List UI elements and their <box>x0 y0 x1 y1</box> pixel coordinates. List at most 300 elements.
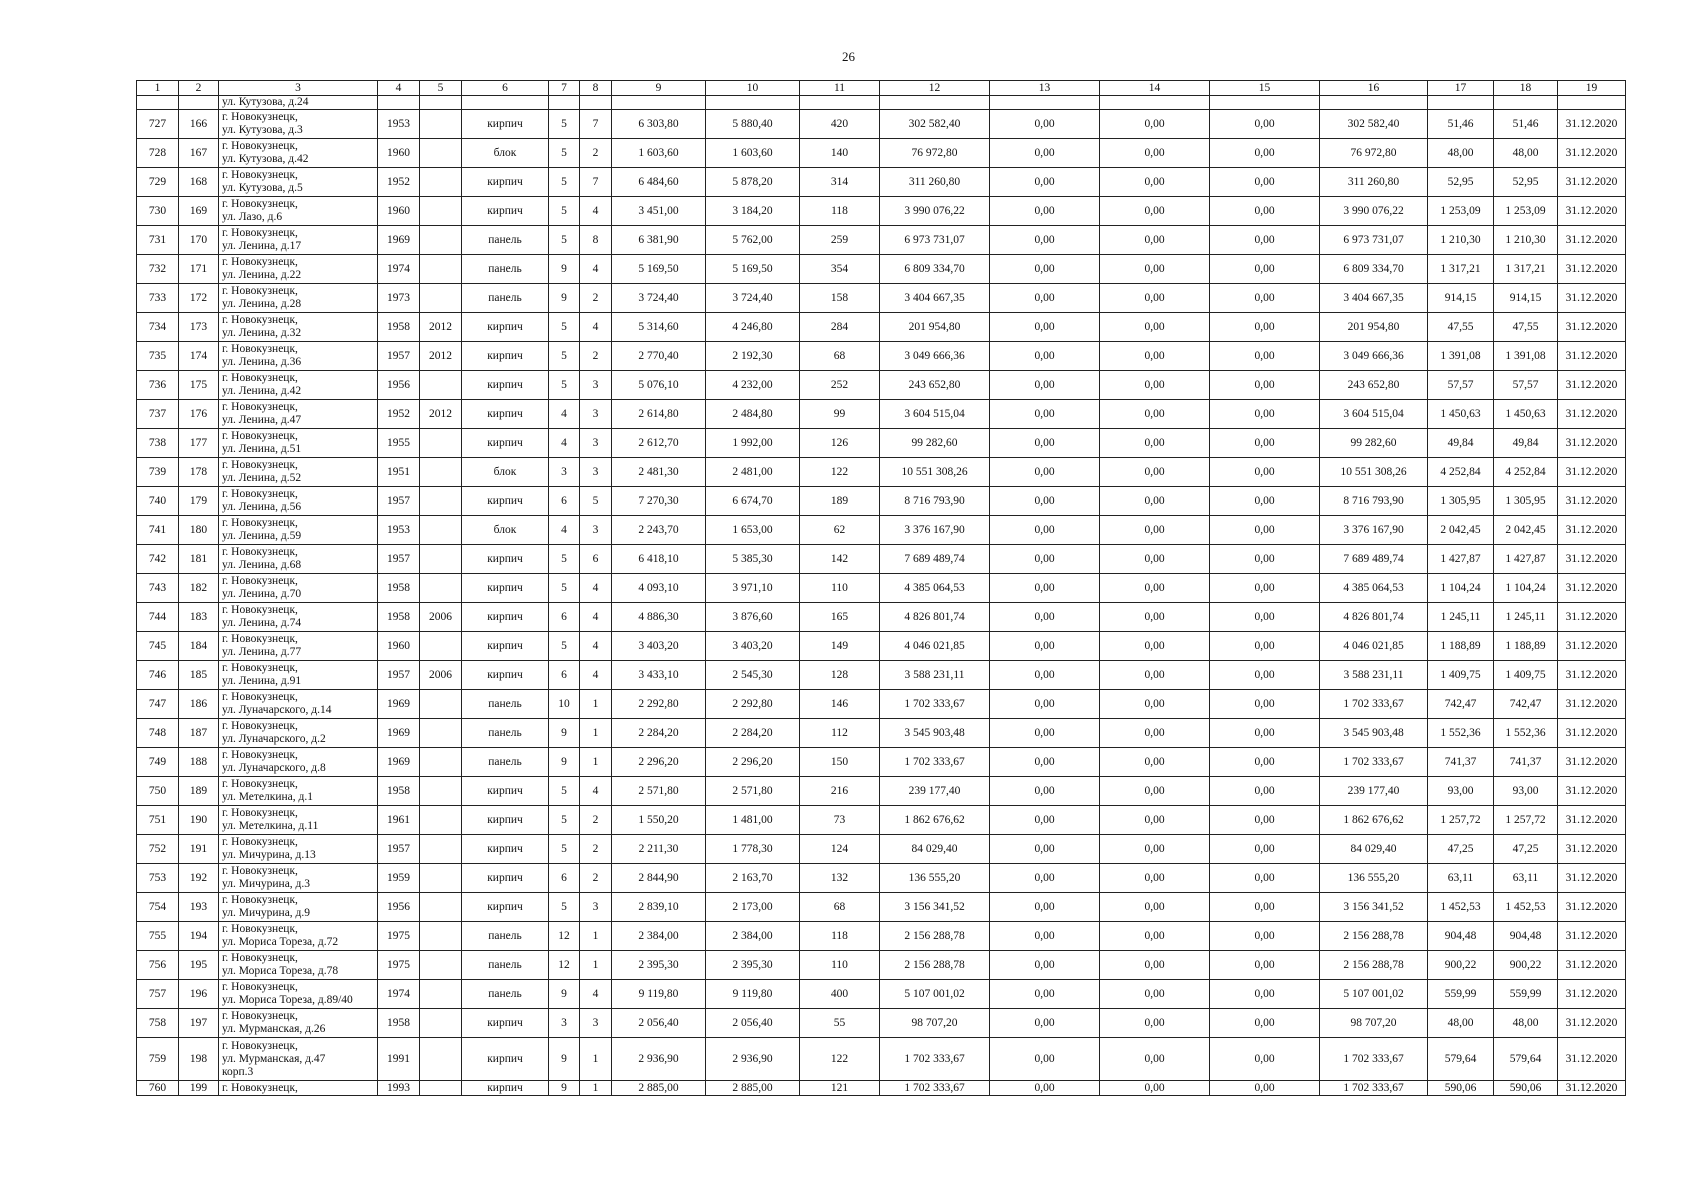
cell-col-11: 118 <box>800 197 880 226</box>
cell-col-14 <box>1100 96 1210 110</box>
cell-col-19: 31.12.2020 <box>1558 516 1626 545</box>
cell-col-6: кирпич <box>462 110 549 139</box>
cell-col-13: 0,00 <box>990 313 1100 342</box>
cell-col-16: 7 689 489,74 <box>1320 545 1428 574</box>
cell-col-17: 1 253,09 <box>1428 197 1494 226</box>
cell-col-19: 31.12.2020 <box>1558 632 1626 661</box>
cell-col-18: 47,25 <box>1494 835 1558 864</box>
cell-col-16: 10 551 308,26 <box>1320 458 1428 487</box>
cell-col-18: 741,37 <box>1494 748 1558 777</box>
cell-col-14: 0,00 <box>1100 429 1210 458</box>
cell-col-19: 31.12.2020 <box>1558 603 1626 632</box>
cell-col-17: 1 210,30 <box>1428 226 1494 255</box>
cell-col-14: 0,00 <box>1100 313 1210 342</box>
cell-col-8: 2 <box>580 806 612 835</box>
cell-address <box>219 893 378 922</box>
address-street: ул. Луначарского, д.2 <box>222 733 326 745</box>
cell-col-19: 31.12.2020 <box>1558 661 1626 690</box>
cell-col-17: 48,00 <box>1428 1009 1494 1038</box>
cell-col-13: 0,00 <box>990 748 1100 777</box>
address-city: г. Новокузнецк, <box>222 604 298 616</box>
cell-col-16: 98 707,20 <box>1320 1009 1428 1038</box>
cell-col-17: 904,48 <box>1428 922 1494 951</box>
cell-col-14: 0,00 <box>1100 110 1210 139</box>
cell-col-12: 1 702 333,67 <box>880 690 990 719</box>
cell-col-12: 98 707,20 <box>880 1009 990 1038</box>
cell-col-19: 31.12.2020 <box>1558 110 1626 139</box>
cell-address <box>219 284 378 313</box>
cell-col-1: 755 <box>137 922 179 951</box>
cell-col-10: 2 192,30 <box>706 342 800 371</box>
table-row <box>137 545 1626 574</box>
cell-col-10: 3 403,20 <box>706 632 800 661</box>
column-number-7: 7 <box>549 81 580 96</box>
cell-col-14: 0,00 <box>1100 487 1210 516</box>
address-city: г. Новокузнецк, <box>222 140 298 152</box>
cell-col-19: 31.12.2020 <box>1558 284 1626 313</box>
cell-col-17: 49,84 <box>1428 429 1494 458</box>
cell-col-5 <box>420 226 462 255</box>
cell-col-15: 0,00 <box>1210 139 1320 168</box>
cell-col-9: 6 381,90 <box>612 226 706 255</box>
cell-col-6: кирпич <box>462 400 549 429</box>
cell-col-17: 900,22 <box>1428 951 1494 980</box>
cell-col-14: 0,00 <box>1100 342 1210 371</box>
cell-col-14: 0,00 <box>1100 226 1210 255</box>
cell-col-14: 0,00 <box>1100 690 1210 719</box>
cell-col-15 <box>1210 96 1320 110</box>
address-extra: корп.3 <box>222 1065 254 1078</box>
cell-col-12: 84 029,40 <box>880 835 990 864</box>
cell-col-14: 0,00 <box>1100 777 1210 806</box>
column-number-5: 5 <box>420 81 462 96</box>
address-street: ул. Ленина, д.56 <box>222 501 302 513</box>
cell-col-8 <box>580 96 612 110</box>
cell-col-7: 9 <box>549 748 580 777</box>
cell-col-2: 192 <box>179 864 219 893</box>
cell-col-16: 3 404 667,35 <box>1320 284 1428 313</box>
address-city: г. Новокузнецк, <box>222 749 298 761</box>
cell-col-7: 5 <box>549 313 580 342</box>
cell-col-17: 57,57 <box>1428 371 1494 400</box>
cell-col-11: 189 <box>800 487 880 516</box>
cell-col-18: 559,99 <box>1494 980 1558 1009</box>
cell-col-17: 52,95 <box>1428 168 1494 197</box>
cell-col-2 <box>179 96 219 110</box>
cell-col-12: 1 702 333,67 <box>880 748 990 777</box>
cell-col-18: 49,84 <box>1494 429 1558 458</box>
cell-col-12: 3 156 341,52 <box>880 893 990 922</box>
cell-col-16: 2 156 288,78 <box>1320 951 1428 980</box>
cell-col-11: 118 <box>800 922 880 951</box>
cell-col-19: 31.12.2020 <box>1558 980 1626 1009</box>
table-row <box>137 313 1626 342</box>
cell-col-11 <box>800 96 880 110</box>
cell-col-2: 186 <box>179 690 219 719</box>
cell-col-7: 9 <box>549 1081 580 1096</box>
cell-col-12: 4 826 801,74 <box>880 603 990 632</box>
cell-col-16: 3 156 341,52 <box>1320 893 1428 922</box>
cell-col-9: 2 243,70 <box>612 516 706 545</box>
cell-col-2: 175 <box>179 371 219 400</box>
cell-col-16: 76 972,80 <box>1320 139 1428 168</box>
cell-col-6: панель <box>462 226 549 255</box>
cell-col-4: 1961 <box>378 806 420 835</box>
cell-col-11: 122 <box>800 458 880 487</box>
cell-col-18: 1 210,30 <box>1494 226 1558 255</box>
cell-col-1: 729 <box>137 168 179 197</box>
cell-col-18: 579,64 <box>1494 1038 1558 1081</box>
cell-col-15: 0,00 <box>1210 777 1320 806</box>
cell-col-9: 2 056,40 <box>612 1009 706 1038</box>
cell-col-12: 8 716 793,90 <box>880 487 990 516</box>
cell-col-17: 1 245,11 <box>1428 603 1494 632</box>
cell-col-18: 1 317,21 <box>1494 255 1558 284</box>
cell-address <box>219 980 378 1009</box>
cell-col-9: 2 614,80 <box>612 400 706 429</box>
table-row <box>137 110 1626 139</box>
column-number-2: 2 <box>179 81 219 96</box>
cell-col-19: 31.12.2020 <box>1558 197 1626 226</box>
cell-col-7: 5 <box>549 197 580 226</box>
cell-col-16: 3 588 231,11 <box>1320 661 1428 690</box>
cell-col-15: 0,00 <box>1210 980 1320 1009</box>
table-row <box>137 1038 1626 1081</box>
cell-col-8: 2 <box>580 835 612 864</box>
address-city: г. Новокузнецк, <box>222 459 298 471</box>
cell-col-10: 2 885,00 <box>706 1081 800 1096</box>
cell-col-8: 3 <box>580 516 612 545</box>
cell-col-12: 3 049 666,36 <box>880 342 990 371</box>
cell-col-14: 0,00 <box>1100 719 1210 748</box>
cell-col-10: 1 603,60 <box>706 139 800 168</box>
cell-col-14: 0,00 <box>1100 574 1210 603</box>
cell-col-15: 0,00 <box>1210 371 1320 400</box>
cell-col-7: 5 <box>549 168 580 197</box>
cell-col-14: 0,00 <box>1100 255 1210 284</box>
cell-col-5 <box>420 574 462 603</box>
cell-col-8: 3 <box>580 371 612 400</box>
column-number-3: 3 <box>219 81 378 96</box>
cell-col-16: 3 604 515,04 <box>1320 400 1428 429</box>
address-city: г. Новокузнецк, <box>222 198 298 210</box>
address-street: ул. Мориса Тореза, д.89/40 <box>222 994 353 1006</box>
cell-col-7: 4 <box>549 400 580 429</box>
cell-col-5 <box>420 371 462 400</box>
address-street: ул. Ленина, д.74 <box>222 617 302 629</box>
cell-col-12: 10 551 308,26 <box>880 458 990 487</box>
cell-col-7: 9 <box>549 719 580 748</box>
cell-col-7: 12 <box>549 922 580 951</box>
cell-col-15: 0,00 <box>1210 400 1320 429</box>
address-street: ул. Ленина, д.91 <box>222 675 302 687</box>
cell-col-16: 6 809 334,70 <box>1320 255 1428 284</box>
cell-col-13: 0,00 <box>990 168 1100 197</box>
cell-col-11: 68 <box>800 342 880 371</box>
cell-col-5 <box>420 458 462 487</box>
column-number-19: 19 <box>1558 81 1626 96</box>
cell-col-7: 5 <box>549 139 580 168</box>
address-city: г. Новокузнецк, <box>222 1010 298 1022</box>
cell-col-13: 0,00 <box>990 429 1100 458</box>
cell-address <box>219 951 378 980</box>
cell-col-19: 31.12.2020 <box>1558 835 1626 864</box>
cell-col-19: 31.12.2020 <box>1558 400 1626 429</box>
cell-col-8: 4 <box>580 197 612 226</box>
cell-col-4: 1975 <box>378 922 420 951</box>
cell-col-12: 6 809 334,70 <box>880 255 990 284</box>
cell-address <box>219 197 378 226</box>
housing-register-table <box>136 80 1626 1096</box>
cell-col-10 <box>706 96 800 110</box>
address-city: г. Новокузнецк, <box>222 372 298 384</box>
cell-col-15: 0,00 <box>1210 806 1320 835</box>
cell-address <box>219 110 378 139</box>
cell-col-19: 31.12.2020 <box>1558 806 1626 835</box>
cell-col-19: 31.12.2020 <box>1558 313 1626 342</box>
cell-col-7: 10 <box>549 690 580 719</box>
cell-col-10: 2 481,00 <box>706 458 800 487</box>
cell-col-7: 6 <box>549 487 580 516</box>
cell-col-6: кирпич <box>462 197 549 226</box>
cell-col-18: 93,00 <box>1494 777 1558 806</box>
cell-col-7: 5 <box>549 110 580 139</box>
table-row <box>137 806 1626 835</box>
cell-col-13: 0,00 <box>990 603 1100 632</box>
cell-col-18: 904,48 <box>1494 922 1558 951</box>
cell-col-7: 5 <box>549 574 580 603</box>
cell-col-4: 1974 <box>378 980 420 1009</box>
address-street: ул. Кутузова, д.42 <box>222 153 309 165</box>
cell-col-11: 400 <box>800 980 880 1009</box>
cell-col-1: 741 <box>137 516 179 545</box>
cell-col-6: кирпич <box>462 661 549 690</box>
table-row <box>137 864 1626 893</box>
cell-col-1: 734 <box>137 313 179 342</box>
cell-col-13: 0,00 <box>990 980 1100 1009</box>
cell-col-13: 0,00 <box>990 864 1100 893</box>
cell-col-11: 252 <box>800 371 880 400</box>
cell-col-15: 0,00 <box>1210 255 1320 284</box>
cell-col-18: 900,22 <box>1494 951 1558 980</box>
cell-address <box>219 342 378 371</box>
cell-col-9: 2 571,80 <box>612 777 706 806</box>
cell-col-11: 73 <box>800 806 880 835</box>
cell-col-9: 2 296,20 <box>612 748 706 777</box>
cell-col-5 <box>420 545 462 574</box>
cell-col-19: 31.12.2020 <box>1558 777 1626 806</box>
cell-col-12: 201 954,80 <box>880 313 990 342</box>
cell-col-7: 6 <box>549 603 580 632</box>
cell-col-6: панель <box>462 748 549 777</box>
cell-col-2: 182 <box>179 574 219 603</box>
cell-col-17: 1 552,36 <box>1428 719 1494 748</box>
cell-col-6: кирпич <box>462 835 549 864</box>
cell-col-10: 3 724,40 <box>706 284 800 313</box>
cell-col-2: 168 <box>179 168 219 197</box>
cell-col-10: 5 385,30 <box>706 545 800 574</box>
cell-col-8: 1 <box>580 1038 612 1081</box>
cell-col-9: 1 550,20 <box>612 806 706 835</box>
cell-col-2: 185 <box>179 661 219 690</box>
column-number-16: 16 <box>1320 81 1428 96</box>
cell-col-12: 3 545 903,48 <box>880 719 990 748</box>
cell-col-6: панель <box>462 719 549 748</box>
cell-col-16: 84 029,40 <box>1320 835 1428 864</box>
address-city: г. Новокузнецк, <box>222 517 298 529</box>
address-street: ул. Мурманская, д.26 <box>222 1023 326 1035</box>
cell-col-4: 1993 <box>378 1081 420 1096</box>
cell-col-8: 2 <box>580 864 612 893</box>
cell-col-6: кирпич <box>462 313 549 342</box>
cell-col-18: 1 305,95 <box>1494 487 1558 516</box>
cell-col-17: 51,46 <box>1428 110 1494 139</box>
cell-col-7: 9 <box>549 980 580 1009</box>
cell-col-18: 1 104,24 <box>1494 574 1558 603</box>
cell-col-14: 0,00 <box>1100 284 1210 313</box>
cell-col-8: 1 <box>580 690 612 719</box>
cell-col-12: 6 973 731,07 <box>880 226 990 255</box>
cell-col-16: 4 385 064,53 <box>1320 574 1428 603</box>
table-row <box>137 255 1626 284</box>
cell-col-6: кирпич <box>462 777 549 806</box>
cell-col-13: 0,00 <box>990 226 1100 255</box>
address-street: ул. Ленина, д.59 <box>222 530 302 542</box>
column-number-15: 15 <box>1210 81 1320 96</box>
address-city: г. Новокузнецк, <box>222 923 298 935</box>
cell-col-1: 746 <box>137 661 179 690</box>
cell-col-7: 5 <box>549 632 580 661</box>
cell-col-2: 178 <box>179 458 219 487</box>
address-city: г. Новокузнецк, <box>222 169 298 181</box>
cell-col-4: 1957 <box>378 545 420 574</box>
cell-col-4: 1958 <box>378 603 420 632</box>
table-row <box>137 922 1626 951</box>
cell-col-1: 728 <box>137 139 179 168</box>
address-street: ул. Мориса Тореза, д.78 <box>222 965 339 977</box>
cell-address <box>219 371 378 400</box>
cell-col-18: 4 252,84 <box>1494 458 1558 487</box>
cell-col-17: 1 317,21 <box>1428 255 1494 284</box>
cell-col-6: панель <box>462 951 549 980</box>
cell-col-9: 9 119,80 <box>612 980 706 1009</box>
cell-col-7: 4 <box>549 429 580 458</box>
table-row <box>137 603 1626 632</box>
address-street: ул. Ленина, д.22 <box>222 269 302 281</box>
cell-col-8: 7 <box>580 168 612 197</box>
cell-col-8: 3 <box>580 458 612 487</box>
cell-col-5 <box>420 632 462 661</box>
cell-col-16: 5 107 001,02 <box>1320 980 1428 1009</box>
cell-address <box>219 835 378 864</box>
cell-col-11: 110 <box>800 574 880 603</box>
address-city: г. Новокузнецк, <box>222 952 298 964</box>
cell-col-11: 110 <box>800 951 880 980</box>
cell-col-10: 2 296,20 <box>706 748 800 777</box>
cell-col-4: 1991 <box>378 1038 420 1081</box>
cell-col-16: 239 177,40 <box>1320 777 1428 806</box>
table-row <box>137 1009 1626 1038</box>
cell-col-9: 2 211,30 <box>612 835 706 864</box>
cell-col-16: 6 973 731,07 <box>1320 226 1428 255</box>
cell-col-1: 760 <box>137 1081 179 1096</box>
address-street: ул. Ленина, д.17 <box>222 240 302 252</box>
cell-col-2: 195 <box>179 951 219 980</box>
cell-col-17: 742,47 <box>1428 690 1494 719</box>
cell-col-2: 190 <box>179 806 219 835</box>
cell-col-5 <box>420 806 462 835</box>
cell-col-9: 5 314,60 <box>612 313 706 342</box>
column-number-4: 4 <box>378 81 420 96</box>
cell-col-1: 740 <box>137 487 179 516</box>
cell-col-19: 31.12.2020 <box>1558 1009 1626 1038</box>
address-street: ул. Ленина, д.32 <box>222 327 302 339</box>
address-city: г. Новокузнецк, <box>222 691 298 703</box>
cell-col-9: 5 169,50 <box>612 255 706 284</box>
address-city: г. Новокузнецк, <box>222 1039 298 1052</box>
cell-col-16: 2 156 288,78 <box>1320 922 1428 951</box>
cell-col-9: 2 885,00 <box>612 1081 706 1096</box>
cell-col-4: 1952 <box>378 168 420 197</box>
cell-col-12: 1 702 333,67 <box>880 1081 990 1096</box>
cell-col-8: 4 <box>580 313 612 342</box>
cell-col-5 <box>420 951 462 980</box>
cell-col-6: кирпич <box>462 545 549 574</box>
cell-col-7: 3 <box>549 1009 580 1038</box>
cell-col-6: кирпич <box>462 632 549 661</box>
cell-col-8: 1 <box>580 719 612 748</box>
cell-col-5 <box>420 197 462 226</box>
cell-col-11: 124 <box>800 835 880 864</box>
cell-col-5: 2012 <box>420 400 462 429</box>
cell-col-8: 2 <box>580 284 612 313</box>
cell-col-14: 0,00 <box>1100 980 1210 1009</box>
address-city: г. Новокузнецк, <box>222 546 298 558</box>
cell-col-13: 0,00 <box>990 516 1100 545</box>
cell-col-2: 179 <box>179 487 219 516</box>
table-row <box>137 168 1626 197</box>
cell-col-1: 750 <box>137 777 179 806</box>
cell-col-2: 194 <box>179 922 219 951</box>
cell-col-4: 1969 <box>378 690 420 719</box>
cell-col-18: 742,47 <box>1494 690 1558 719</box>
cell-col-4: 1957 <box>378 487 420 516</box>
cell-col-10: 2 571,80 <box>706 777 800 806</box>
cell-col-14: 0,00 <box>1100 864 1210 893</box>
address-city: г. Новокузнецк, <box>222 1081 298 1094</box>
cell-col-10: 2 484,80 <box>706 400 800 429</box>
cell-col-9: 2 395,30 <box>612 951 706 980</box>
cell-col-17: 63,11 <box>1428 864 1494 893</box>
cell-col-10: 2 395,30 <box>706 951 800 980</box>
cell-col-18: 2 042,45 <box>1494 516 1558 545</box>
cell-col-10: 5 880,40 <box>706 110 800 139</box>
column-number-18: 18 <box>1494 81 1558 96</box>
cell-col-4: 1960 <box>378 139 420 168</box>
cell-col-16: 1 862 676,62 <box>1320 806 1428 835</box>
cell-col-13: 0,00 <box>990 255 1100 284</box>
cell-col-16: 311 260,80 <box>1320 168 1428 197</box>
address-street: ул. Ленина, д.42 <box>222 385 302 397</box>
cell-col-16: 3 545 903,48 <box>1320 719 1428 748</box>
cell-col-4: 1956 <box>378 893 420 922</box>
cell-col-14: 0,00 <box>1100 835 1210 864</box>
cell-col-10: 2 292,80 <box>706 690 800 719</box>
cell-col-11: 132 <box>800 864 880 893</box>
cell-col-1 <box>137 96 179 110</box>
cell-col-9: 2 481,30 <box>612 458 706 487</box>
cell-col-18: 1 245,11 <box>1494 603 1558 632</box>
